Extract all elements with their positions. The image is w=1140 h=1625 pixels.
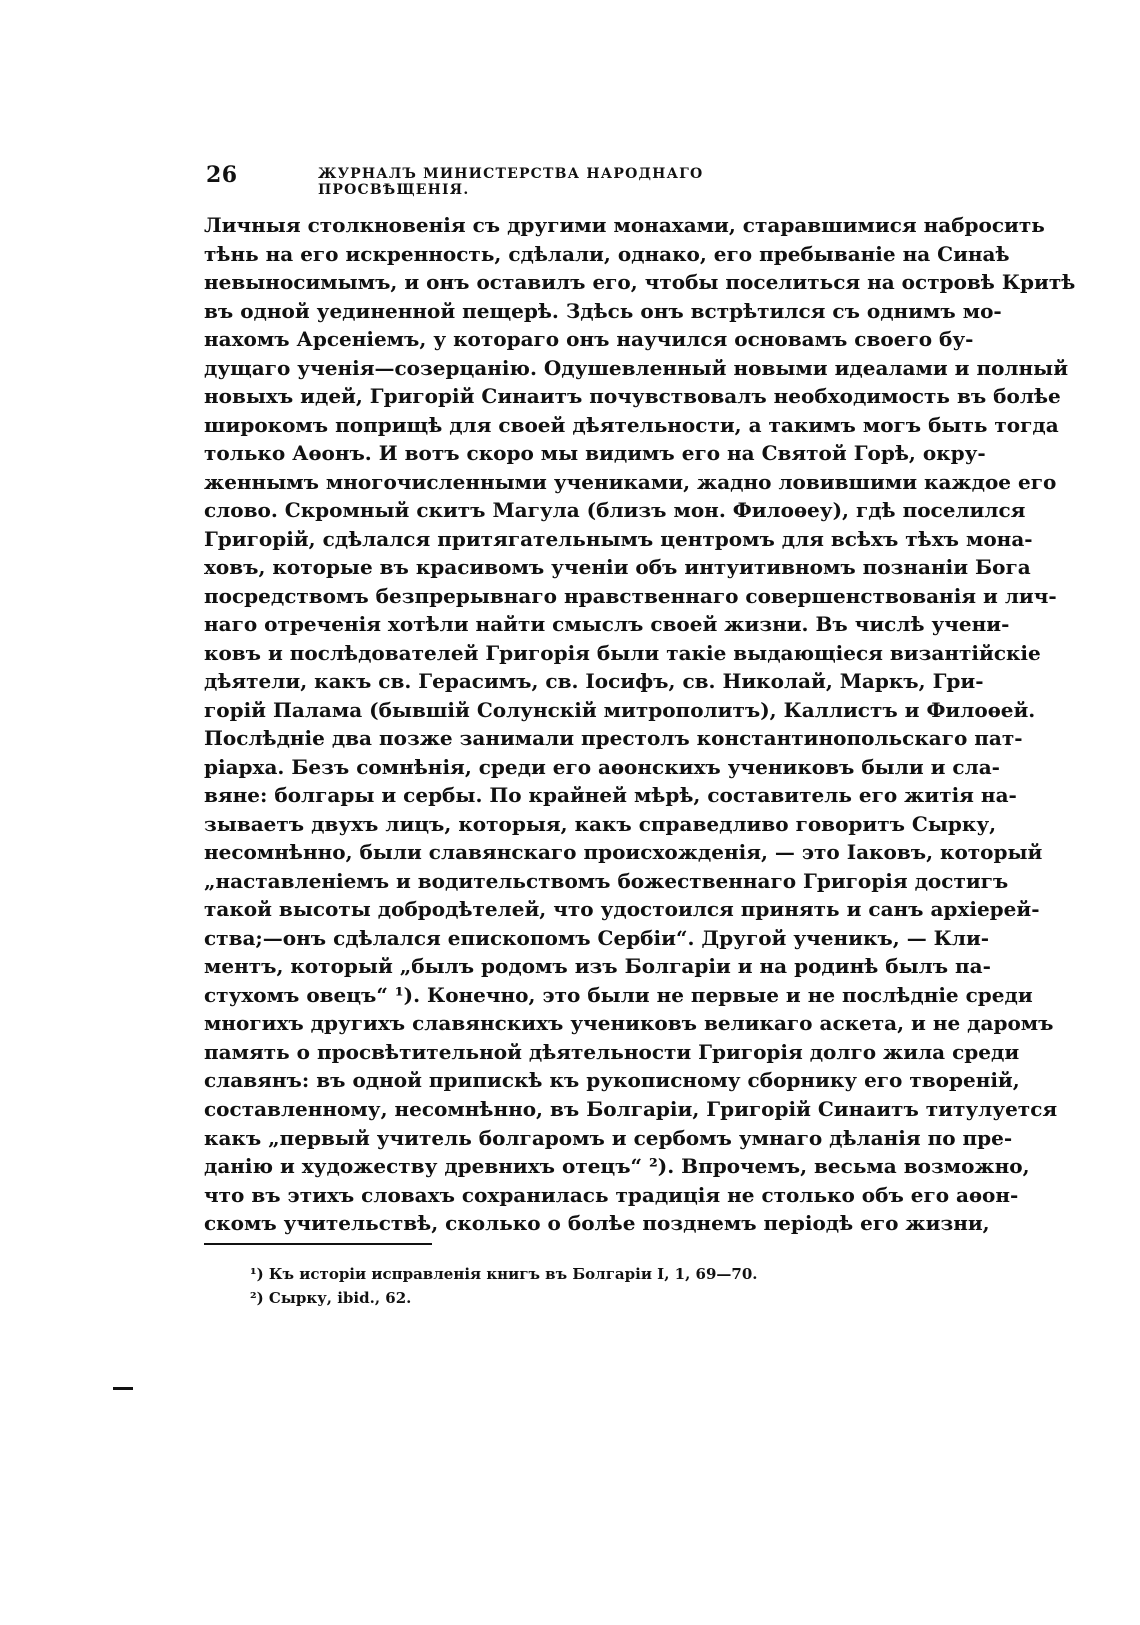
footnotes	[250, 1262, 810, 1310]
body-line: такой высоты добродѣтелей, что удостоился принять и санъ архіерей-	[204, 897, 1040, 922]
body-line: ховъ, которые въ красивомъ ученіи объ интуитивномъ познаніи Бога	[204, 555, 1031, 580]
body-line: горій Палама (бывшій Солунскій митрополитъ), Каллистъ и Филоѳей.	[204, 697, 1036, 722]
body-line: посредствомъ безпрерывнаго нравственнаго совершенствованія и лич-	[204, 583, 1057, 608]
body-text	[204, 211, 1076, 1238]
body-line: женнымъ многочисленными учениками, жадно ловившими каждое его	[204, 469, 1057, 494]
body-line: какъ „первый учитель болгаромъ и сербомъ умнаго дѣланія по пре-	[204, 1125, 1013, 1150]
margin-mark	[113, 1387, 133, 1390]
body-line: дѣятели, какъ св. Герасимъ, св. Іосифъ, св. Николай, Маркъ, Гри-	[204, 669, 984, 694]
body-line: славянъ: въ одной припискѣ къ рукописному сборнику его твореній,	[204, 1068, 1020, 1093]
page-header	[206, 162, 854, 198]
body-line: зываетъ двухъ лицъ, которыя, какъ справедливо говоритъ Сырку,	[204, 811, 997, 836]
body-line: ментъ, который „былъ родомъ изъ Болгаріи и на родинѣ былъ па-	[204, 954, 991, 979]
body-line: стухомъ овецъ“ ¹). Конечно, это были не первые и не послѣдніе среди	[204, 982, 1033, 1007]
body-line: слово. Скромный скитъ Магула (близъ мон. Филоѳеу), гдѣ поселился	[204, 498, 1026, 523]
body-line: только Аѳонъ. И вотъ скоро мы видимъ его на Святой Горѣ, окру-	[204, 441, 986, 466]
footnote-rule	[204, 1243, 432, 1245]
body-line: Григорій, сдѣлался притягательнымъ центромъ для всѣхъ тѣхъ мона-	[204, 526, 1033, 551]
body-line: скомъ учительствѣ, сколько о болѣе позднемъ періодѣ его жизни,	[204, 1211, 990, 1236]
body-line: многихъ другихъ славянскихъ учениковъ великаго аскета, и не даромъ	[204, 1011, 1054, 1036]
body-line: въ одной уединенной пещерѣ. Здѣсь онъ встрѣтился съ однимъ мо-	[204, 298, 1002, 323]
body-line: память о просвѣтительной дѣятельности Григорія долго жила среди	[204, 1039, 1020, 1064]
body-line: вяне: болгары и сербы. По крайней мѣрѣ, составитель его житія на-	[204, 783, 1017, 808]
body-line: данію и художеству древнихъ отецъ“ ²). Впрочемъ, весьма возможно,	[204, 1154, 1030, 1179]
body-line: дущаго ученія—созерцанію. Одушевленный новыми идеалами и полный	[204, 355, 1069, 380]
body-line: нахомъ Арсеніемъ, у котораго онъ научился основамъ своего бу-	[204, 327, 974, 352]
body-line: „наставленіемъ и водительствомъ божественнаго Григорія достигъ	[204, 868, 1009, 893]
body-line: что въ этихъ словахъ сохранилась традиція не столько объ его аѳон-	[204, 1182, 1019, 1207]
footnote: ²) Сырку, ibid., 62.	[250, 1289, 412, 1307]
body-line: наго отреченія хотѣли найти смыслъ своей жизни. Въ числѣ учени-	[204, 612, 1010, 637]
page-number: 26	[206, 162, 238, 188]
body-line: ріарха. Безъ сомнѣнія, среди его аѳонскихъ учениковъ были и сла-	[204, 754, 1000, 779]
running-title: ЖУРНАЛЪ МИНИСТЕРСТВА НАРОДНАГО ПРОСВѢЩЕНІЯ.	[318, 166, 704, 198]
body-line: тѣнь на его искренность, сдѣлали, однако, его пребываніе на Синаѣ	[204, 241, 1010, 266]
body-line: несомнѣнно, были славянскаго происхожденія, — это Іаковъ, который	[204, 840, 1043, 865]
body-line: новыхъ идей, Григорій Синаитъ почувствовалъ необходимость въ болѣе	[204, 384, 1061, 409]
body-line: Личныя столкновенія съ другими монахами, старавшимися набросить	[204, 213, 1045, 237]
body-line: ковъ и послѣдователей Григорія были такіе выдающіеся византійскіе	[204, 640, 1041, 665]
body-line: широкомъ поприщѣ для своей дѣятельности, а такимъ могъ быть тогда	[204, 412, 1059, 437]
footnote: ¹) Къ исторіи исправленія книгъ въ Болгаріи I, 1, 69—70.	[250, 1265, 758, 1283]
body-line: Послѣдніе два позже занимали престолъ константинопольскаго пат-	[204, 726, 1023, 751]
body-line: составленному, несомнѣнно, въ Болгаріи, Григорій Синаитъ титулуется	[204, 1096, 1058, 1121]
body-line: невыносимымъ, и онъ оставилъ его, чтобы поселиться на островѣ Критѣ	[204, 270, 1076, 295]
body-line: ства;—онъ сдѣлался епископомъ Сербіи“. Другой ученикъ, — Кли-	[204, 925, 990, 950]
